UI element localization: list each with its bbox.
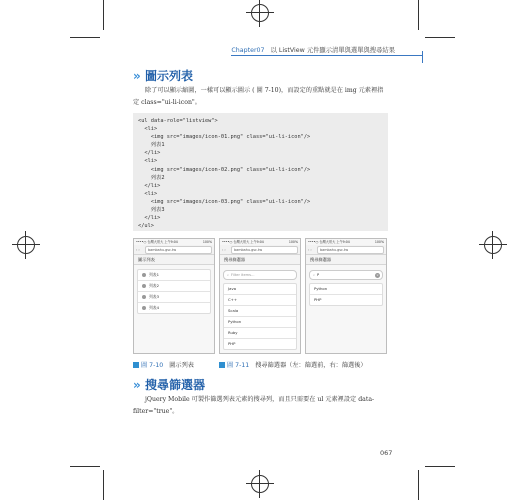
code-line: 列表1 (138, 142, 165, 149)
list-item: 列表1 (138, 270, 210, 281)
caption-number: 圖 7-11 (227, 362, 250, 369)
list-item: Ruby (224, 328, 296, 339)
phone-screenshot-filter-before (219, 238, 301, 354)
list-icon (142, 273, 146, 277)
browser-bar (220, 245, 300, 255)
registration-mark-bottom (251, 475, 269, 493)
paragraph-search-filter (133, 394, 388, 418)
list-item: C++ (224, 295, 296, 306)
status-carrier: ••••○ 台灣大哥大 上午9:04 (136, 240, 178, 244)
figure-caption-7-10 (133, 360, 194, 369)
code-line: </ul> (138, 223, 154, 230)
back-forward-icon: ‹ › (308, 247, 312, 252)
caption-text: 圖示列表 (169, 362, 194, 369)
status-bar (220, 239, 300, 245)
list-item: 列表3 (138, 292, 210, 303)
code-line: </li> (138, 182, 161, 189)
code-block (133, 113, 388, 231)
list-item: Scala (224, 306, 296, 317)
registration-mark-left (17, 236, 35, 254)
clear-icon: × (376, 272, 379, 277)
section-title-search-filter (133, 376, 205, 393)
code-line: <img src="images/icon-01.png" class="ui-li-icon"/> (138, 134, 311, 141)
search-icon: ⌕ (313, 273, 316, 277)
page-header: 圖示列表 (134, 255, 214, 265)
double-chevron-icon: » (133, 378, 139, 392)
list-item: PHP (228, 341, 236, 346)
paragraph-line: 定 class="ui-li-icon"。 (133, 99, 201, 106)
registration-mark-top (251, 4, 269, 22)
code-line: </li> (138, 215, 161, 222)
list-item: Java (224, 284, 296, 295)
list-item: 列表4 (138, 303, 210, 313)
list-icon (142, 295, 146, 299)
page-body (134, 265, 214, 354)
search-value: P (317, 273, 320, 277)
list-item: Python (310, 284, 382, 295)
status-carrier: ••••○ 台灣大哥大 上午9:04 (308, 240, 350, 244)
section-title-text: 圖示列表 (144, 69, 193, 83)
back-forward-icon: ‹ › (222, 247, 226, 252)
caption-text: 搜尋篩選器（左：篩選前，右：篩選後） (255, 362, 367, 369)
registration-mark-right (484, 236, 502, 254)
listview (137, 269, 211, 314)
list-item: Python (224, 317, 296, 328)
page-number: 067 (380, 449, 393, 457)
section-title-icon-list (133, 67, 193, 84)
code-line: <li> (138, 158, 158, 165)
code-line: </li> (138, 150, 161, 157)
header-rule-tick (422, 51, 423, 63)
list-item: 列表2 (138, 281, 210, 292)
phone-screenshot-filter-after (305, 238, 387, 354)
paragraph-icon-list (133, 85, 388, 109)
page-header: 搜尋篩選器 (220, 255, 300, 265)
page-body (306, 265, 386, 354)
status-carrier: ••••○ 台灣大哥大 上午9:04 (222, 240, 264, 244)
chapter-title: 以 ListView 元件顯示清單與選單與搜尋結果 (270, 47, 395, 54)
search-placeholder: Filter items... (231, 273, 255, 277)
status-battery: 100% (288, 240, 298, 244)
listview (309, 283, 383, 306)
url-field: bambahu.gsc.tw (231, 246, 298, 254)
status-bar (306, 239, 386, 245)
paragraph-line: jQuery Mobile 可製作篩選列表元素的搜尋列，而且只需要在 ul 元素裡設定 data- (145, 396, 375, 403)
page-header: 搜尋篩選器 (306, 255, 386, 265)
double-chevron-icon: » (133, 69, 139, 83)
phone-screenshot-icon-list (133, 238, 215, 354)
url-field: bambahu.gsc.tw (145, 246, 212, 254)
code-line: 列表2 (138, 174, 165, 181)
running-header (231, 45, 395, 54)
filter-search-input (223, 270, 297, 280)
caption-marker-icon (133, 362, 139, 368)
filter-search-input (309, 270, 383, 280)
list-icon (142, 306, 146, 310)
figure-caption-7-11 (219, 360, 367, 369)
code-line: 列表3 (138, 207, 165, 214)
header-rule (231, 55, 423, 56)
paragraph-line: 除了可以顯示縮圖，一樣可以顯示圖示 ( 圖 7-10)，而設定的重點就是在 img 元素裡指 (145, 87, 384, 94)
code-line: <li> (138, 190, 158, 197)
status-battery: 100% (374, 240, 384, 244)
url-field: bambahu.gsc.tw (317, 246, 384, 254)
page-body (220, 265, 300, 354)
section-title-text: 搜尋篩選器 (144, 378, 205, 392)
paragraph-line: filter="true"。 (133, 408, 179, 415)
browser-bar (306, 245, 386, 255)
back-forward-icon: ‹ › (136, 247, 140, 252)
list-icon (142, 284, 146, 288)
listview (223, 283, 297, 350)
code-line: <img src="images/icon-02.png" class="ui-li-icon"/> (138, 166, 311, 173)
caption-marker-icon (219, 362, 225, 368)
status-bar (134, 239, 214, 245)
code-line: <img src="images/icon-03.png" class="ui-li-icon"/> (138, 198, 311, 205)
caption-number: 圖 7-10 (141, 362, 164, 369)
browser-bar (134, 245, 214, 255)
search-icon: ⌕ (227, 273, 230, 277)
chapter-label: Chapter07 (231, 47, 265, 54)
code-line: <ul data-role="listview"> (138, 118, 218, 124)
list-item: PHP (314, 297, 322, 302)
code-line: <li> (138, 126, 158, 133)
status-battery: 100% (202, 240, 212, 244)
